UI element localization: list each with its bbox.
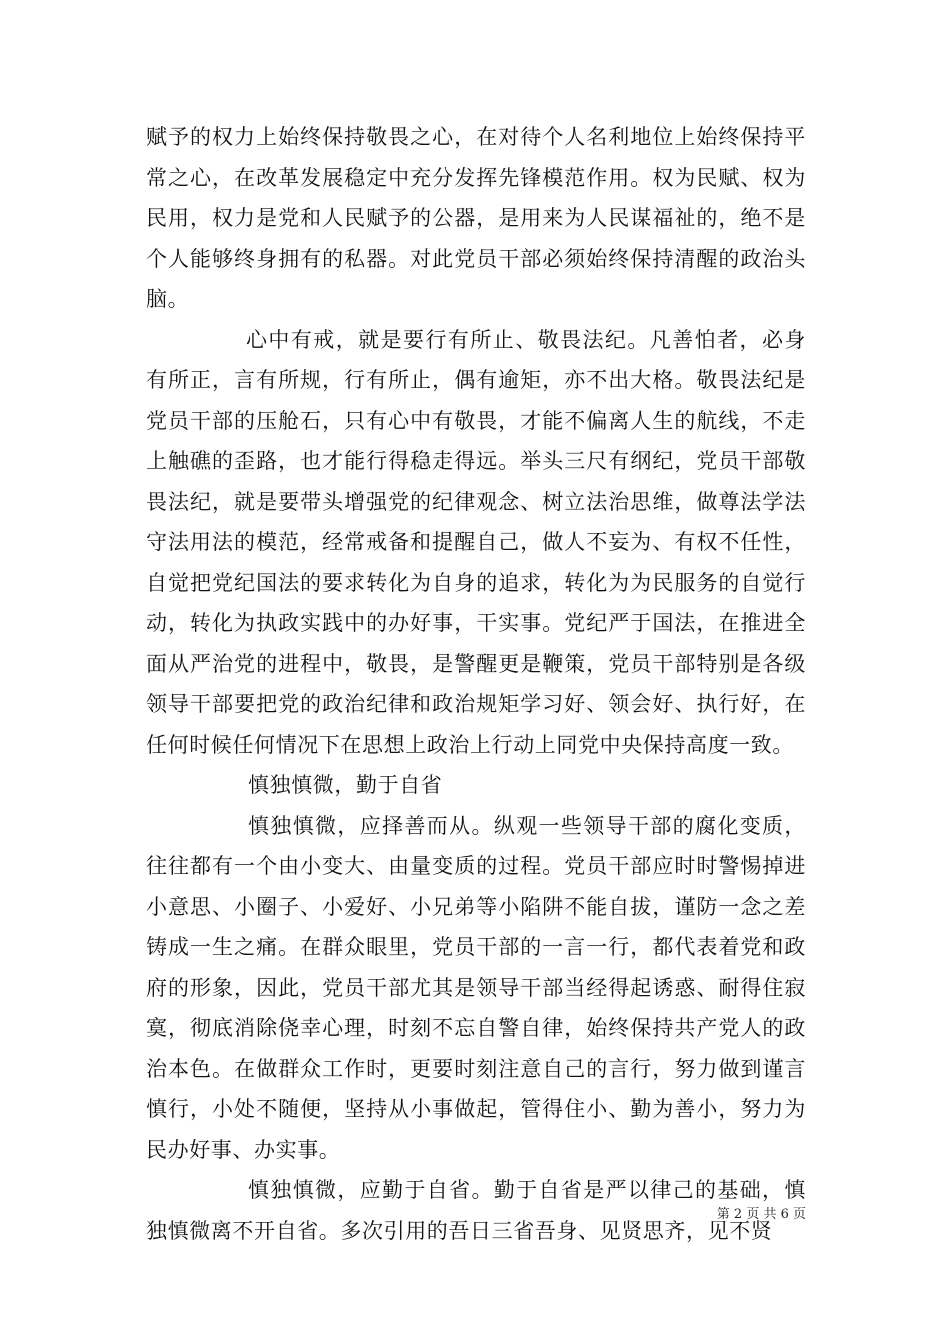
paragraph-self-reflection: 慎独慎微，应勤于自省。勤于自省是严以律己的基础，慎独慎微离不开自省。多次引用的吾日三省吾身、见贤思齐，见不贤 [146,1178,806,1243]
paragraph-discipline: 心中有戒，就是要行有所止、敬畏法纪。凡善怕者，必身有所正，言有所规，行有所止，偶有逾矩，亦不出大格。敬畏法纪是党员干部的压舱石，只有心中有敬畏，才能不偏离人生的航线，不走上触礁的歪路，也才能行得稳走得远。举头三尺有纲纪，党员干部敬畏法纪，就是要带头增强党的纪律观念、树立法治思维，做尊法学法守法用法的模范，经常戒备和提醒自己，做人不妄为、有权不任性，自觉把党纪国法的要求转化为自身的追求，转化为为民服务的自觉行动，转化为执政实践中的办好事，干实事。党纪严于国法，在推进全面从严治党的进程中，敬畏，是警醒更是鞭策，党员干部特别是各级领导干部要把党的政治纪律和政治规矩学习好、领会好、执行好，在任何时候任何情况下在思想上政治上行动上同党中央保持高度一致。 [146,327,806,757]
section-heading: 慎独慎微，勤于自省 [248,773,443,797]
page-number-footer: 第 2 页 共 6 页 [716,1207,806,1222]
document-body [146,117,806,1251]
paragraph-prudence: 慎独慎微，应择善而从。纵观一些领导干部的腐化变质，往往都有一个由小变大、由量变质的过程。党员干部应时时警惕掉进小意思、小圈子、小爱好、小兄弟等小陷阱不能自拔，谨防一念之差铸成一生之痛。在群众眼里，党员干部的一言一行，都代表着党和政府的形象，因此，党员干部尤其是领导干部当经得起诱惑、耐得住寂寞，彻底消除侥幸心理，时刻不忘自警自律，始终保持共产党人的政治本色。在做群众工作时，更要时刻注意自己的言行，努力做到谨言慎行，小处不随便，坚持从小事做起，管得住小、勤为善小，努力为民办好事、办实事。 [146,813,806,1162]
paragraph-power-awe: 赋予的权力上始终保持敬畏之心，在对待个人名利地位上始终保持平常之心，在改革发展稳定中充分发挥先锋模范作用。权为民赋、权为民用，权力是党和人民赋予的公器，是用来为人民谋福祉的，绝不是个人能够终身拥有的私器。对此党员干部必须始终保持清醒的政治头脑。 [146,125,806,311]
